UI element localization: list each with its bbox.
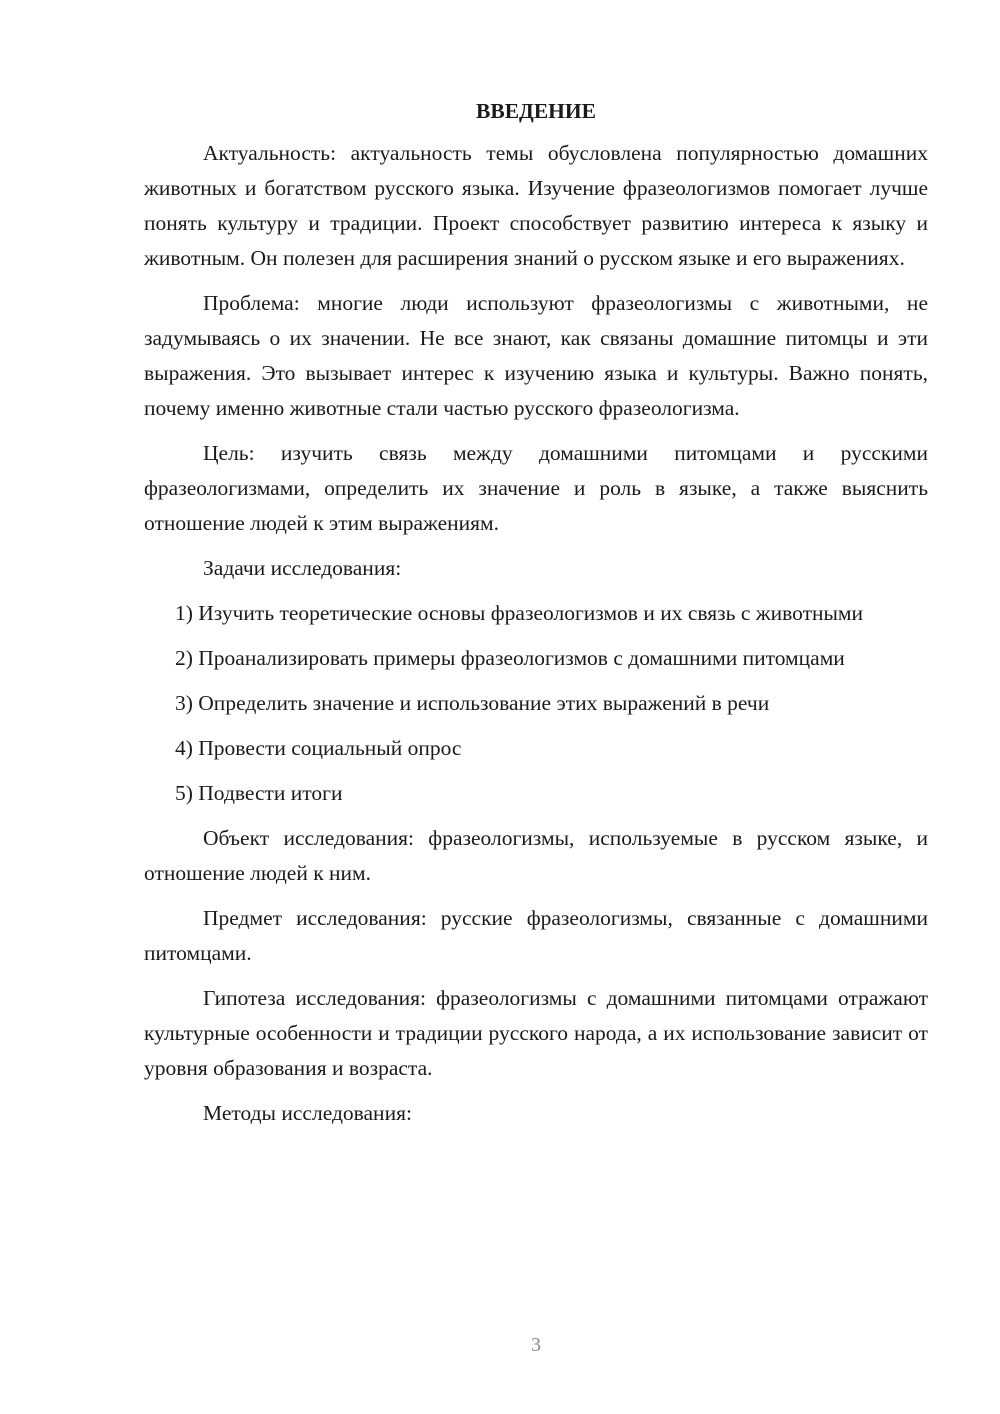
task-item: 1) Изучить теоретические основы фразеологизмов и их связь с животными: [175, 601, 864, 625]
subject-paragraph: Предмет исследования: русские фразеологизмы, связанные с домашними питомцами.: [144, 906, 928, 965]
task-item: 4) Провести социальный опрос: [175, 736, 462, 760]
task-item: 5) Подвести итоги: [175, 781, 343, 805]
hypothesis-paragraph: Гипотеза исследования: фразеологизмы с домашними питомцами отражают культурные особенности и традиции русского народа, а их использование зависит от уровня образования и возраста.: [144, 986, 928, 1080]
goal-paragraph: Цель: изучить связь между домашними питомцами и русскими фразеологизмами, определить их значение и роль в языке, а также выяснить отношение людей к этим выражениям.: [144, 441, 928, 535]
problem-paragraph: Проблема: многие люди используют фразеологизмы с животными, не задумываясь о их значении. Не все знают, как связаны домашние питомцы и эти выражения. Это вызывает интерес к изучению языка и культуры. Важно понять, почему именно животные стали частью русского фразеологизма.: [144, 291, 928, 420]
page-number: 3: [531, 1334, 541, 1356]
task-item: 2) Проанализировать примеры фразеологизмов с домашними питомцами: [175, 646, 845, 670]
relevance-paragraph: Актуальность: актуальность темы обусловлена популярностью домашних животных и богатством русского языка. Изучение фразеологизмов помогает лучше понять культуру и традиции. Проект способствует развитию интереса к языку и животным. Он полезен для расширения знаний о русском языке и его выражениях.: [144, 141, 928, 270]
tasks-heading: Задачи исследования:: [203, 556, 402, 580]
methods-heading: Методы исследования:: [203, 1101, 412, 1125]
section-title: ВВЕДЕНИЕ: [476, 99, 596, 123]
task-item: 3) Определить значение и использование этих выражений в речи: [175, 691, 770, 715]
document-page: [144, 96, 928, 1141]
object-paragraph: Объект исследования: фразеологизмы, используемые в русском языке, и отношение людей к ним.: [144, 826, 928, 885]
